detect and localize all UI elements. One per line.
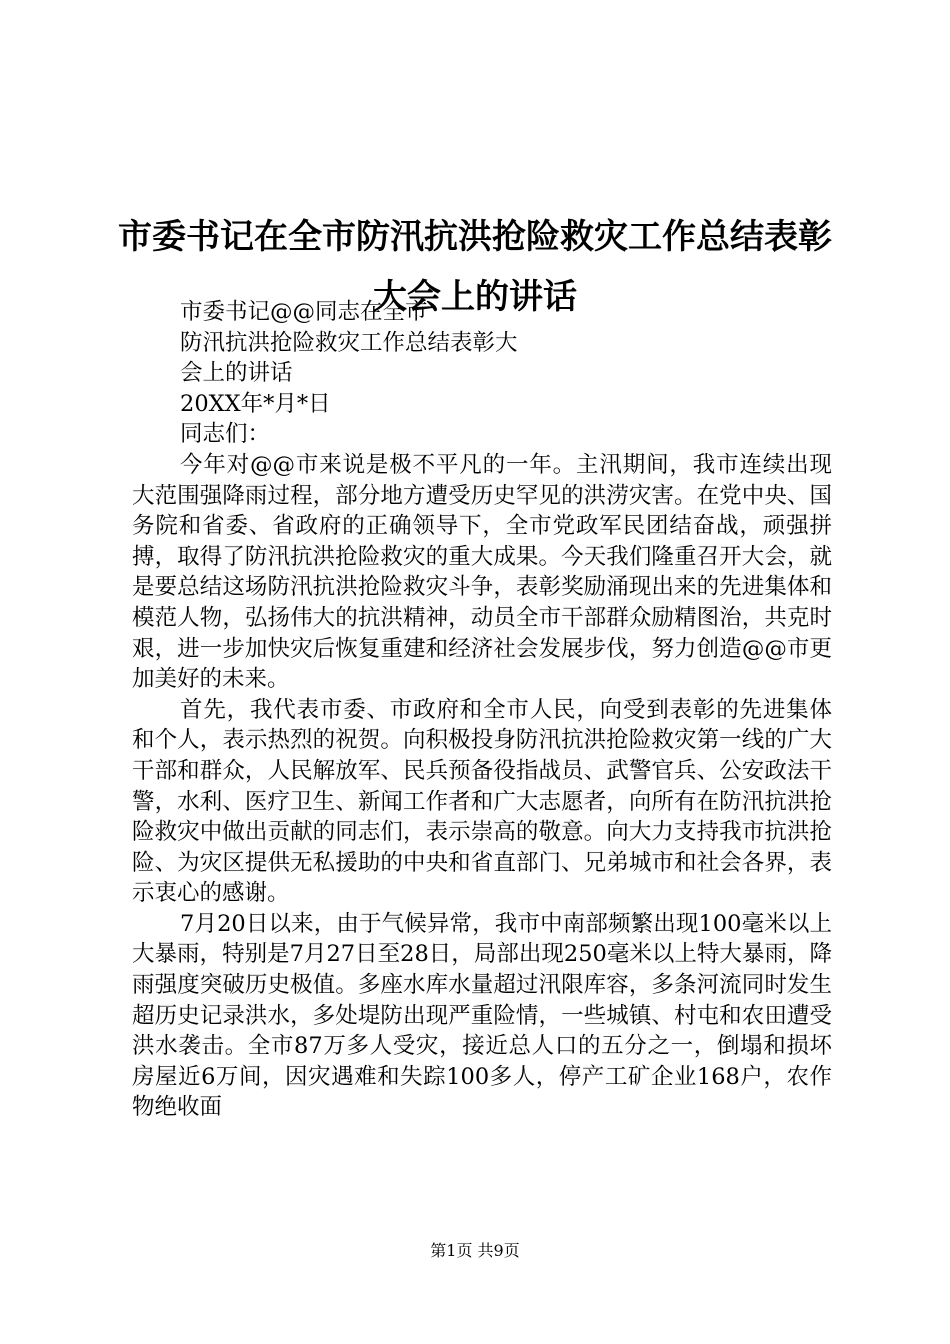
paragraph-disaster: 7月20日以来，由于气候异常，我市中南部频繁出现100毫米以上大暴雨，特别是7月27日至28日，局部出现250毫米以上特大暴雨，降雨强度突破历史极值。多座水库水量超过汛限库容，多条河流同时发生超历史记录洪水，多处堤防出现严重险情，一些城镇、村屯和农田遭受洪水袭击。全市87万多人受灾，接近总人口的五分之一，倒塌和损坏房屋近6万间，因灾遇难和失踪100多人，停产工矿企业168户，农作物绝收面 — [132, 910, 832, 1121]
page-title: 市委书记在全市防汛抗洪抢险救灾工作总结表彰大会上的讲话 — [118, 216, 832, 317]
subtitle-line-continued: 会上的讲话 — [180, 360, 293, 387]
author-line: 市委书记@@同志在全市 — [180, 299, 428, 325]
date-line: 20XX年*月*日 — [180, 390, 331, 417]
subtitle-line: 防汛抗洪抢险救灾工作总结表彰大 — [180, 329, 518, 356]
page-number-footer: 第1页 共9页 — [430, 1241, 520, 1260]
salutation: 同志们： — [180, 421, 271, 448]
paragraph-intro: 今年对@@市来说是极不平凡的一年。主汛期间，我市连续出现大范围强降雨过程，部分地方遭受历史罕见的洪涝灾害。在党中央、国务院和省委、省政府的正确领导下，全市党政军民团结奋战，顽强拼搏，取得了防汛抗洪抢险救灾的重大成果。今天我们隆重召开大会，就是要总结这场防汛抗洪抢险救灾斗争，表彰奖励涌现出来的先进集体和模范人物，弘扬伟大的抗洪精神，动员全市干部群众励精图治，共克时艰，进一步加快灾后恢复重建和经济社会发展步伐，努力创造@@市更加美好的未来。 — [132, 451, 832, 693]
document-body — [132, 297, 832, 1123]
paragraph-thanks: 首先，我代表市委、市政府和全市人民，向受到表彰的先进集体和个人，表示热烈的祝贺。向积极投身防汛抗洪抢险救灾第一线的广大干部和群众，人民解放军、民兵预备役指战员、武警官兵、公安政法干警，水利、医疗卫生、新闻工作者和广大志愿者，向所有在防汛抗洪抢险救灾中做出贡献的同志们，表示崇高的敬意。向大力支持我市抗洪抢险、为灾区提供无私援助的中央和省直部门、兄弟城市和社会各界，表示衷心的感谢。 — [132, 696, 832, 907]
